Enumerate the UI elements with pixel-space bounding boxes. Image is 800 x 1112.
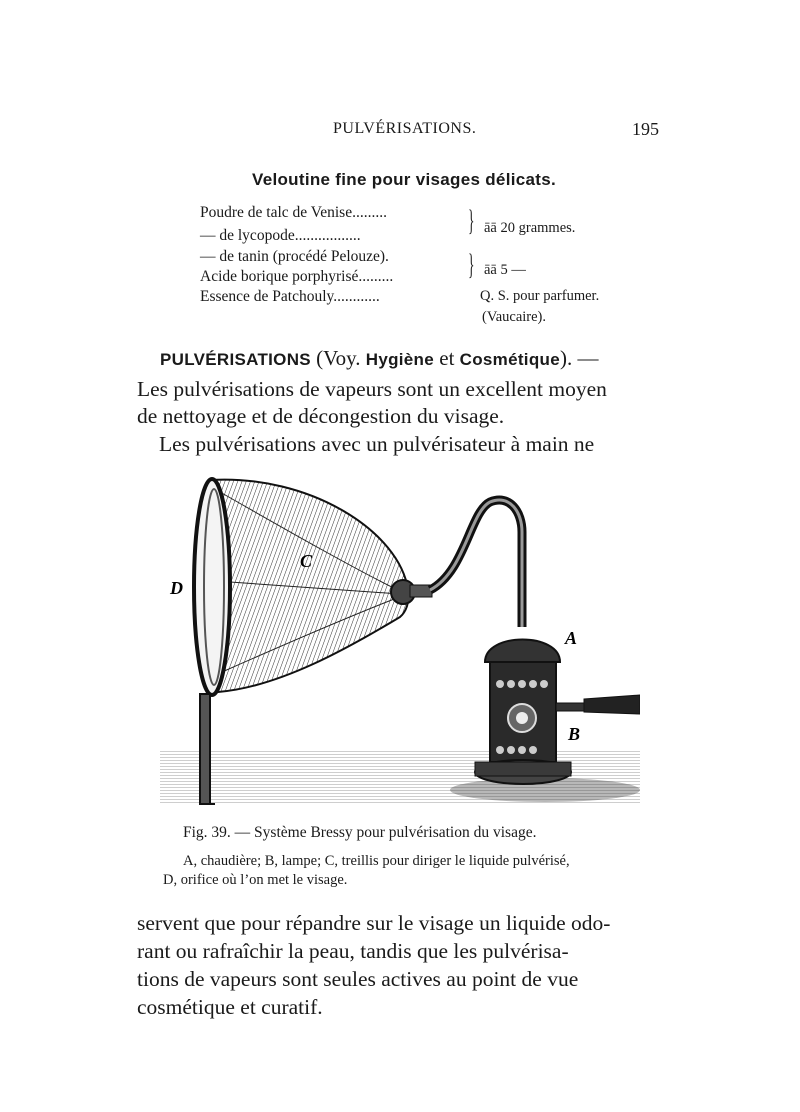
legend-line: D, orifice où l’on met le visage.: [163, 872, 348, 888]
figure-illustration: [160, 472, 640, 812]
figure-label: D: [170, 578, 183, 598]
body-line: Les pulvérisations de vapeurs sont un excellent moyen: [137, 377, 607, 401]
ingredient-line: — de tanin (procédé Pelouze).: [200, 248, 389, 265]
body-line: de nettoyage et de décongestion du visage.: [137, 404, 505, 428]
section-heading-text: ). —: [559, 346, 599, 370]
quantity-text: āā 5 —: [484, 262, 526, 278]
section-heading-text: et: [434, 346, 460, 370]
ingredient-line: Acide borique porphyrisé.........: [200, 268, 394, 285]
section-heading-text: (Voy.: [310, 346, 366, 370]
bressy-apparatus-illustration: [160, 472, 640, 812]
body-line: rant ou rafraîchir la peau, tandis que les pulvérisa-: [137, 939, 569, 963]
cross-reference: Cosmétique: [459, 350, 560, 369]
body-line: tions de vapeurs sont seules actives au point de vue: [137, 967, 579, 991]
section-heading: [160, 346, 598, 371]
quantity-text: Q. S. pour parfumer.: [480, 288, 600, 304]
body-line: servent que pour répandre sur le visage un liquide odo-: [137, 911, 611, 935]
figure-label: C: [300, 551, 313, 571]
quantity-text: āā 20 grammes.: [484, 220, 576, 236]
recipe-title: Veloutine fine pour visages délicats.: [252, 170, 556, 189]
ingredient-line: Poudre de talc de Venise.........: [200, 204, 387, 221]
body-line: cosmétique et curatif.: [137, 995, 323, 1019]
running-head-title: PULVÉRISATIONS.: [333, 120, 477, 137]
figure-label: B: [568, 724, 581, 744]
cross-reference: Hygiène: [365, 350, 434, 369]
page-number: 195: [632, 119, 659, 139]
running-head: [0, 120, 800, 140]
ingredient-line: — de lycopode.................: [200, 227, 361, 244]
recipe-source: (Vaucaire).: [482, 309, 546, 325]
section-title: PULVÉRISATIONS: [160, 350, 311, 369]
brace-icon: }: [468, 204, 475, 237]
legend-line: A, chaudière; B, lampe; C, treillis pour diriger le liquide pulvérisé,: [183, 853, 570, 869]
brace-icon: }: [468, 248, 475, 281]
ingredient-line: Essence de Patchouly............: [200, 288, 380, 305]
body-line: Les pulvérisations avec un pulvérisateur à main ne: [159, 432, 595, 456]
figure-label: A: [565, 628, 578, 648]
figure-caption: Fig. 39. — Système Bressy pour pulvérisation du visage.: [183, 824, 537, 841]
